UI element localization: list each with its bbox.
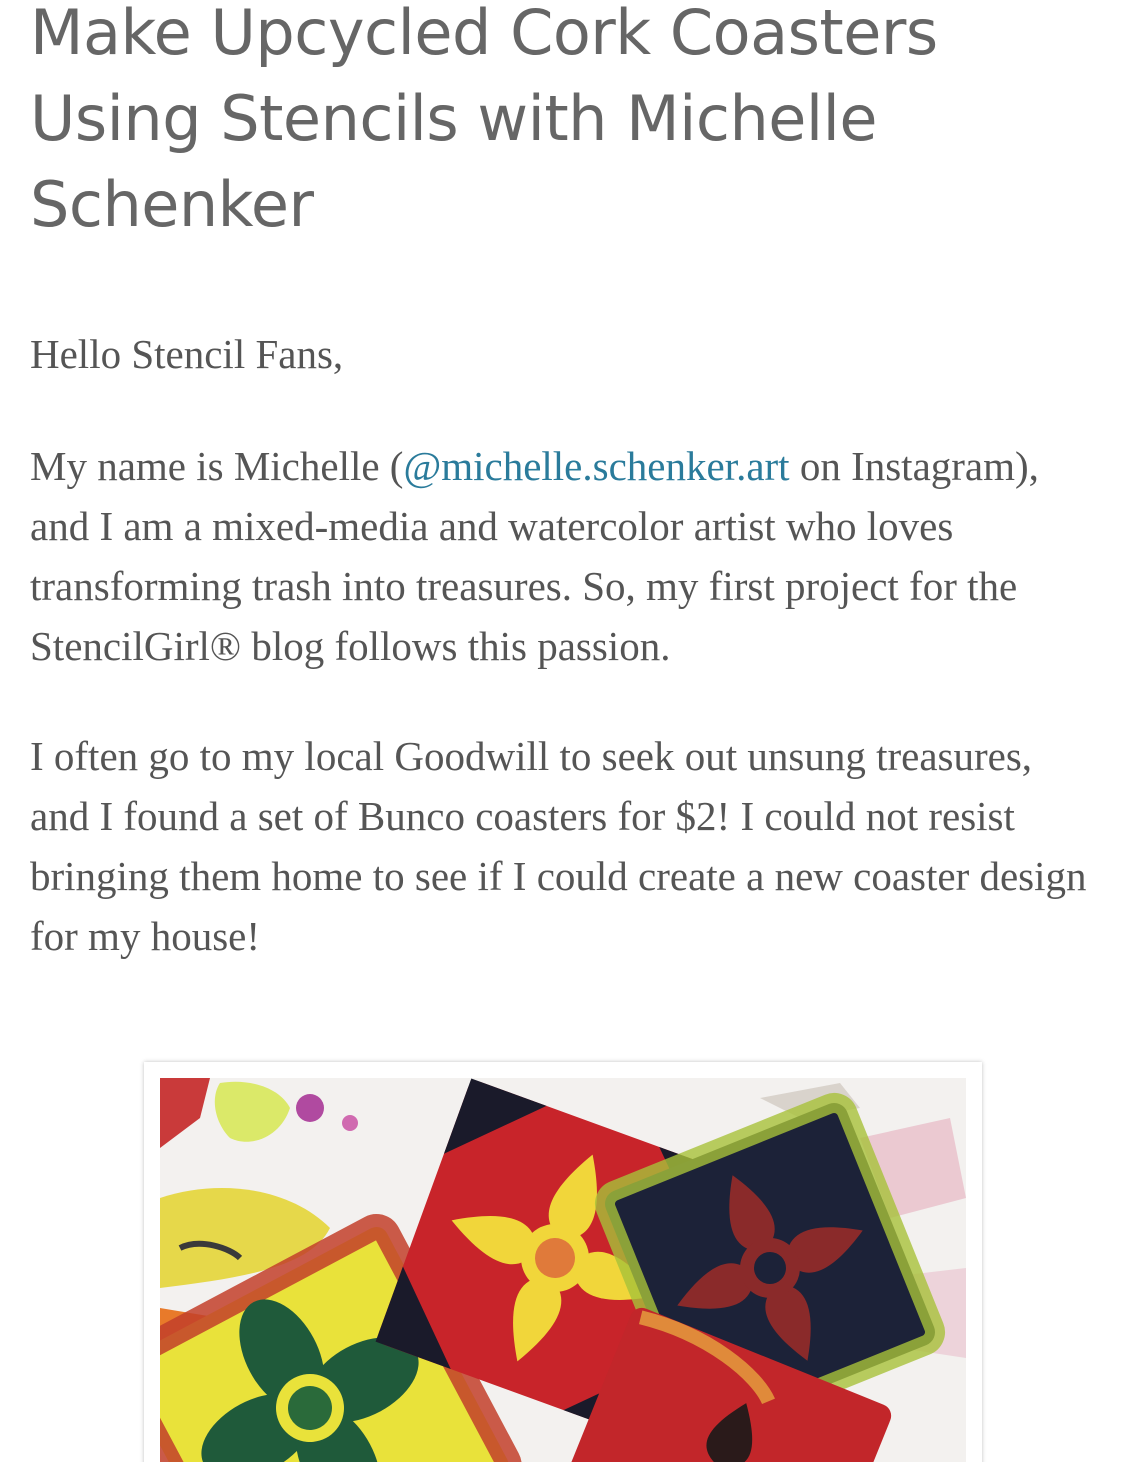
post-title: Make Upcycled Cork Coasters Using Stencils with Michelle Schenker xyxy=(30,0,938,241)
coasters-photo xyxy=(160,1078,966,1462)
greeting-paragraph: Hello Stencil Fans, xyxy=(30,331,344,377)
intro-paragraph xyxy=(30,436,1095,676)
post-body xyxy=(30,324,1095,966)
story-paragraph: I often go to my local Goodwill to seek out unsung treasures, and I found a set of Bunco coasters for $2! I could not resist bringing them home to see if I could create a new coaster design for my house! xyxy=(30,733,1087,959)
intro-text-before-link: My name is Michelle ( xyxy=(30,443,404,489)
coasters-photo-frame[interactable] xyxy=(144,1062,982,1462)
instagram-handle-link[interactable]: @michelle.schenker.art xyxy=(403,443,790,489)
intro-text-after-link: on Instagram), and I am a mixed-media and watercolor artist who loves transforming trash into treasures. So, my first project for the StencilGirl® blog follows this passion. xyxy=(30,443,1039,669)
